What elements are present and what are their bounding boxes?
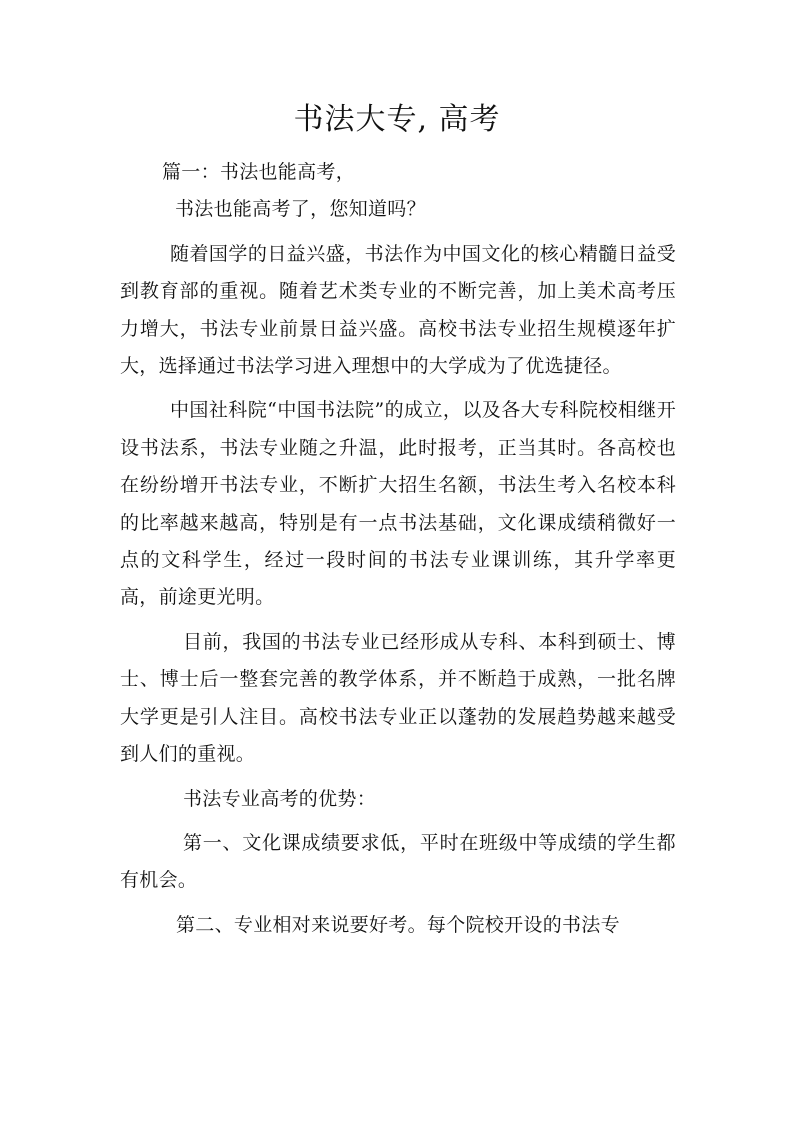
document-title: 书法大专, 高考 bbox=[293, 102, 501, 137]
paragraph-current-state: 目前，我国的书法专业已经形成从专科、本科到硕士、博士、博士后一整套完善的教学体系，并不断趋于成熟，一批名牌大学更是引人注目。高校书法专业正以蓬勃的发展趋势越来越受到人们的重视。 bbox=[120, 630, 676, 766]
paragraph-advantage-two: 第二、专业相对来说要好考。每个院校开设的书法专 bbox=[176, 913, 620, 936]
paragraph-advantage-one: 第一、文化课成绩要求低，平时在班级中等成绩的学生都有机会。 bbox=[120, 831, 676, 892]
paragraph-advantages-heading: 书法专业高考的优势： bbox=[183, 787, 377, 810]
paragraph-subtitle: 书法也能高考了，您知道吗？ bbox=[175, 198, 426, 221]
paragraph-intro: 随着国学的日益兴盛，书法作为中国文化的核心精髓日益受到教育部的重视。随着艺术类专业的不断完善，加上美术高考压力增大，书法专业前景日益兴盛。高校书法专业招生规模逐年扩大，选择通过书法学习进入理想中的大学成为了优选捷径。 bbox=[120, 242, 676, 378]
paragraph-section-heading: 篇一：书法也能高考， bbox=[162, 161, 356, 183]
paragraph-academy: 中国社科院“中国书法院”的成立，以及各大专科院校相继开设书法系，书法专业随之升温，此时报考，正当其时。各高校也在纷纷增开书法专业，不断扩大招生名额，书法生考入名校本科的比率越来越高，特别是有一点书法基础，文化课成绩稍微好一点的文科学生，经过一段时间的书法专业课训练，其升学率更高，前途更光明。 bbox=[120, 399, 676, 609]
document-body bbox=[120, 154, 676, 944]
